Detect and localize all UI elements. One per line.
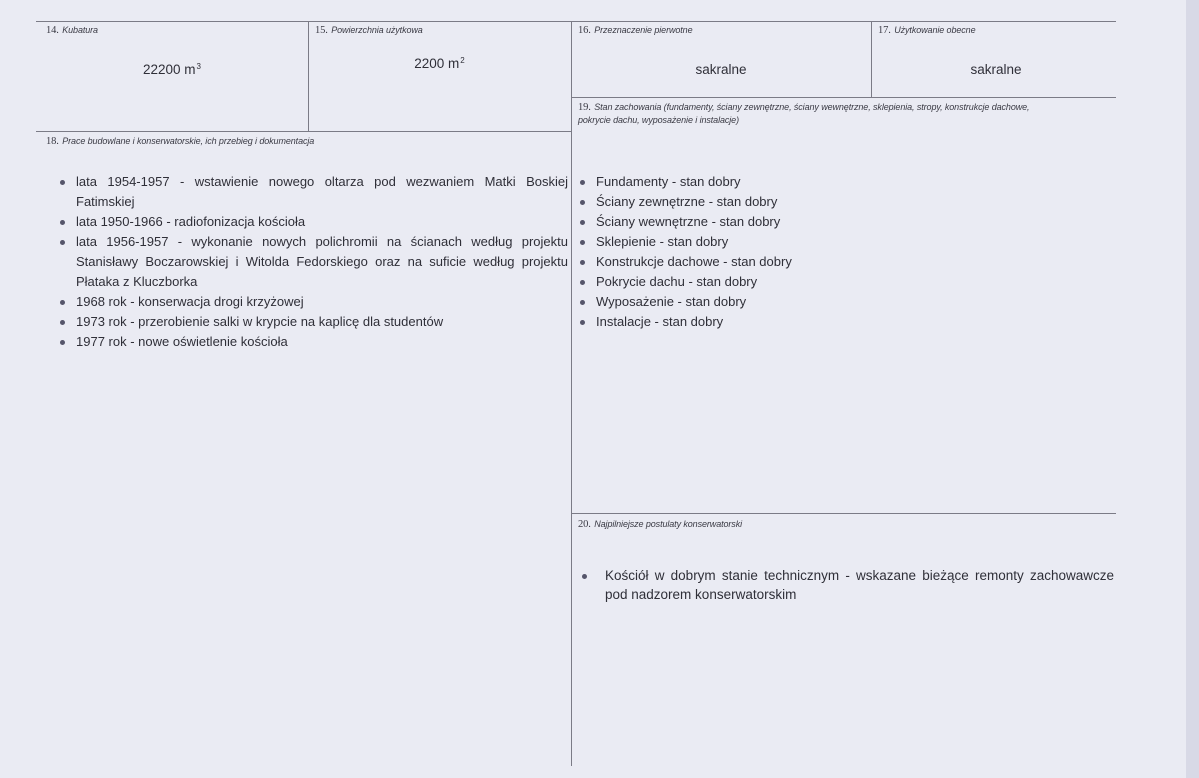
field-20-title: Najpilniejsze postulaty konserwatorski bbox=[594, 519, 743, 529]
field-20-label bbox=[578, 519, 742, 530]
field-18-label bbox=[46, 136, 314, 147]
list-item: lata 1950-1966 - radiofonizacja kościoła bbox=[56, 212, 568, 232]
top-border bbox=[36, 21, 1116, 22]
field-16-title: Przeznaczenie pierwotne bbox=[594, 25, 693, 35]
field-17-label bbox=[878, 25, 975, 36]
construction-works-list bbox=[56, 172, 568, 352]
area-unit-exponent: 2 bbox=[460, 56, 465, 65]
field-16-value: sakralne bbox=[695, 62, 747, 77]
field-15-label bbox=[315, 25, 423, 36]
row-divider-right-top bbox=[571, 97, 1116, 98]
field-14-number: 14. bbox=[46, 25, 59, 36]
field-14-label bbox=[46, 25, 98, 36]
list-item: 1973 rok - przerobienie salki w krypcie na kaplicę dla studentów bbox=[56, 312, 568, 332]
field-20-number: 20. bbox=[578, 519, 591, 530]
list-item: 1977 rok - nowe oświetlenie kościoła bbox=[56, 332, 568, 352]
field-14-value bbox=[36, 62, 308, 77]
row-divider-left bbox=[36, 131, 571, 132]
list-item: Pokrycie dachu - stan dobry bbox=[576, 272, 976, 292]
list-item: 1968 rok - konserwacja drogi krzyżowej bbox=[56, 292, 568, 312]
volume-value: 22200 m bbox=[143, 62, 196, 77]
column-divider-14-15 bbox=[308, 21, 309, 131]
field-18-number: 18. bbox=[46, 136, 59, 147]
column-divider-16-17 bbox=[871, 21, 872, 97]
area-value: 2200 m bbox=[414, 56, 460, 71]
list-item: Instalacje - stan dobry bbox=[576, 312, 976, 332]
field-16-number: 16. bbox=[578, 25, 591, 36]
row-divider-right-bottom bbox=[571, 513, 1116, 514]
list-item: Wyposażenie - stan dobry bbox=[576, 292, 976, 312]
field-17-title: Użytkowanie obecne bbox=[894, 25, 976, 35]
list-item: Kościół w dobrym stanie technicznym - wskazane bieżące remonty zachowawcze pod nadzorem konserwatorskim bbox=[578, 566, 1114, 604]
volume-unit-exponent: 3 bbox=[196, 62, 201, 71]
field-15-number: 15. bbox=[315, 25, 328, 36]
field-19-label bbox=[578, 101, 1058, 127]
list-item: lata 1954-1957 - wstawienie nowego oltarza pod wezwaniem Matki Boskiej Fatimskiej bbox=[56, 172, 568, 212]
list-item: Sklepienie - stan dobry bbox=[576, 232, 976, 252]
list-item: Konstrukcje dachowe - stan dobry bbox=[576, 252, 976, 272]
field-19-number: 19. bbox=[578, 102, 591, 113]
field-17-value: sakralne bbox=[970, 62, 1022, 77]
field-17-number: 17. bbox=[878, 25, 891, 36]
field-14-title: Kubatura bbox=[62, 25, 98, 35]
conservation-postulates-list bbox=[578, 566, 1114, 604]
scan-edge-strip bbox=[1186, 0, 1199, 778]
field-15-title: Powierzchnia użytkowa bbox=[331, 25, 423, 35]
column-divider-main bbox=[571, 21, 572, 766]
list-item: Ściany zewnętrzne - stan dobry bbox=[576, 192, 976, 212]
field-15-value bbox=[308, 56, 571, 71]
list-item: lata 1956-1957 - wykonanie nowych polichromii na ścianach według projektu Stanisławy Boczarowskiej i Witolda Fedorskiego oraz na suficie według projektu Płataka z Kluczborka bbox=[56, 232, 568, 292]
field-16-label bbox=[578, 25, 693, 36]
field-18-title: Prace budowlane i konserwatorskie, ich przebieg i dokumentacja bbox=[62, 136, 315, 146]
list-item: Ściany wewnętrzne - stan dobry bbox=[576, 212, 976, 232]
list-item: Fundamenty - stan dobry bbox=[576, 172, 976, 192]
field-19-title: Stan zachowania (fundamenty, ściany zewnętrzne, ściany wewnętrzne, sklepienia, stropy, konstrukcje dachowe, pokrycie dachu, wyposażenie i instalacje) bbox=[578, 102, 1030, 125]
condition-list bbox=[576, 172, 976, 332]
